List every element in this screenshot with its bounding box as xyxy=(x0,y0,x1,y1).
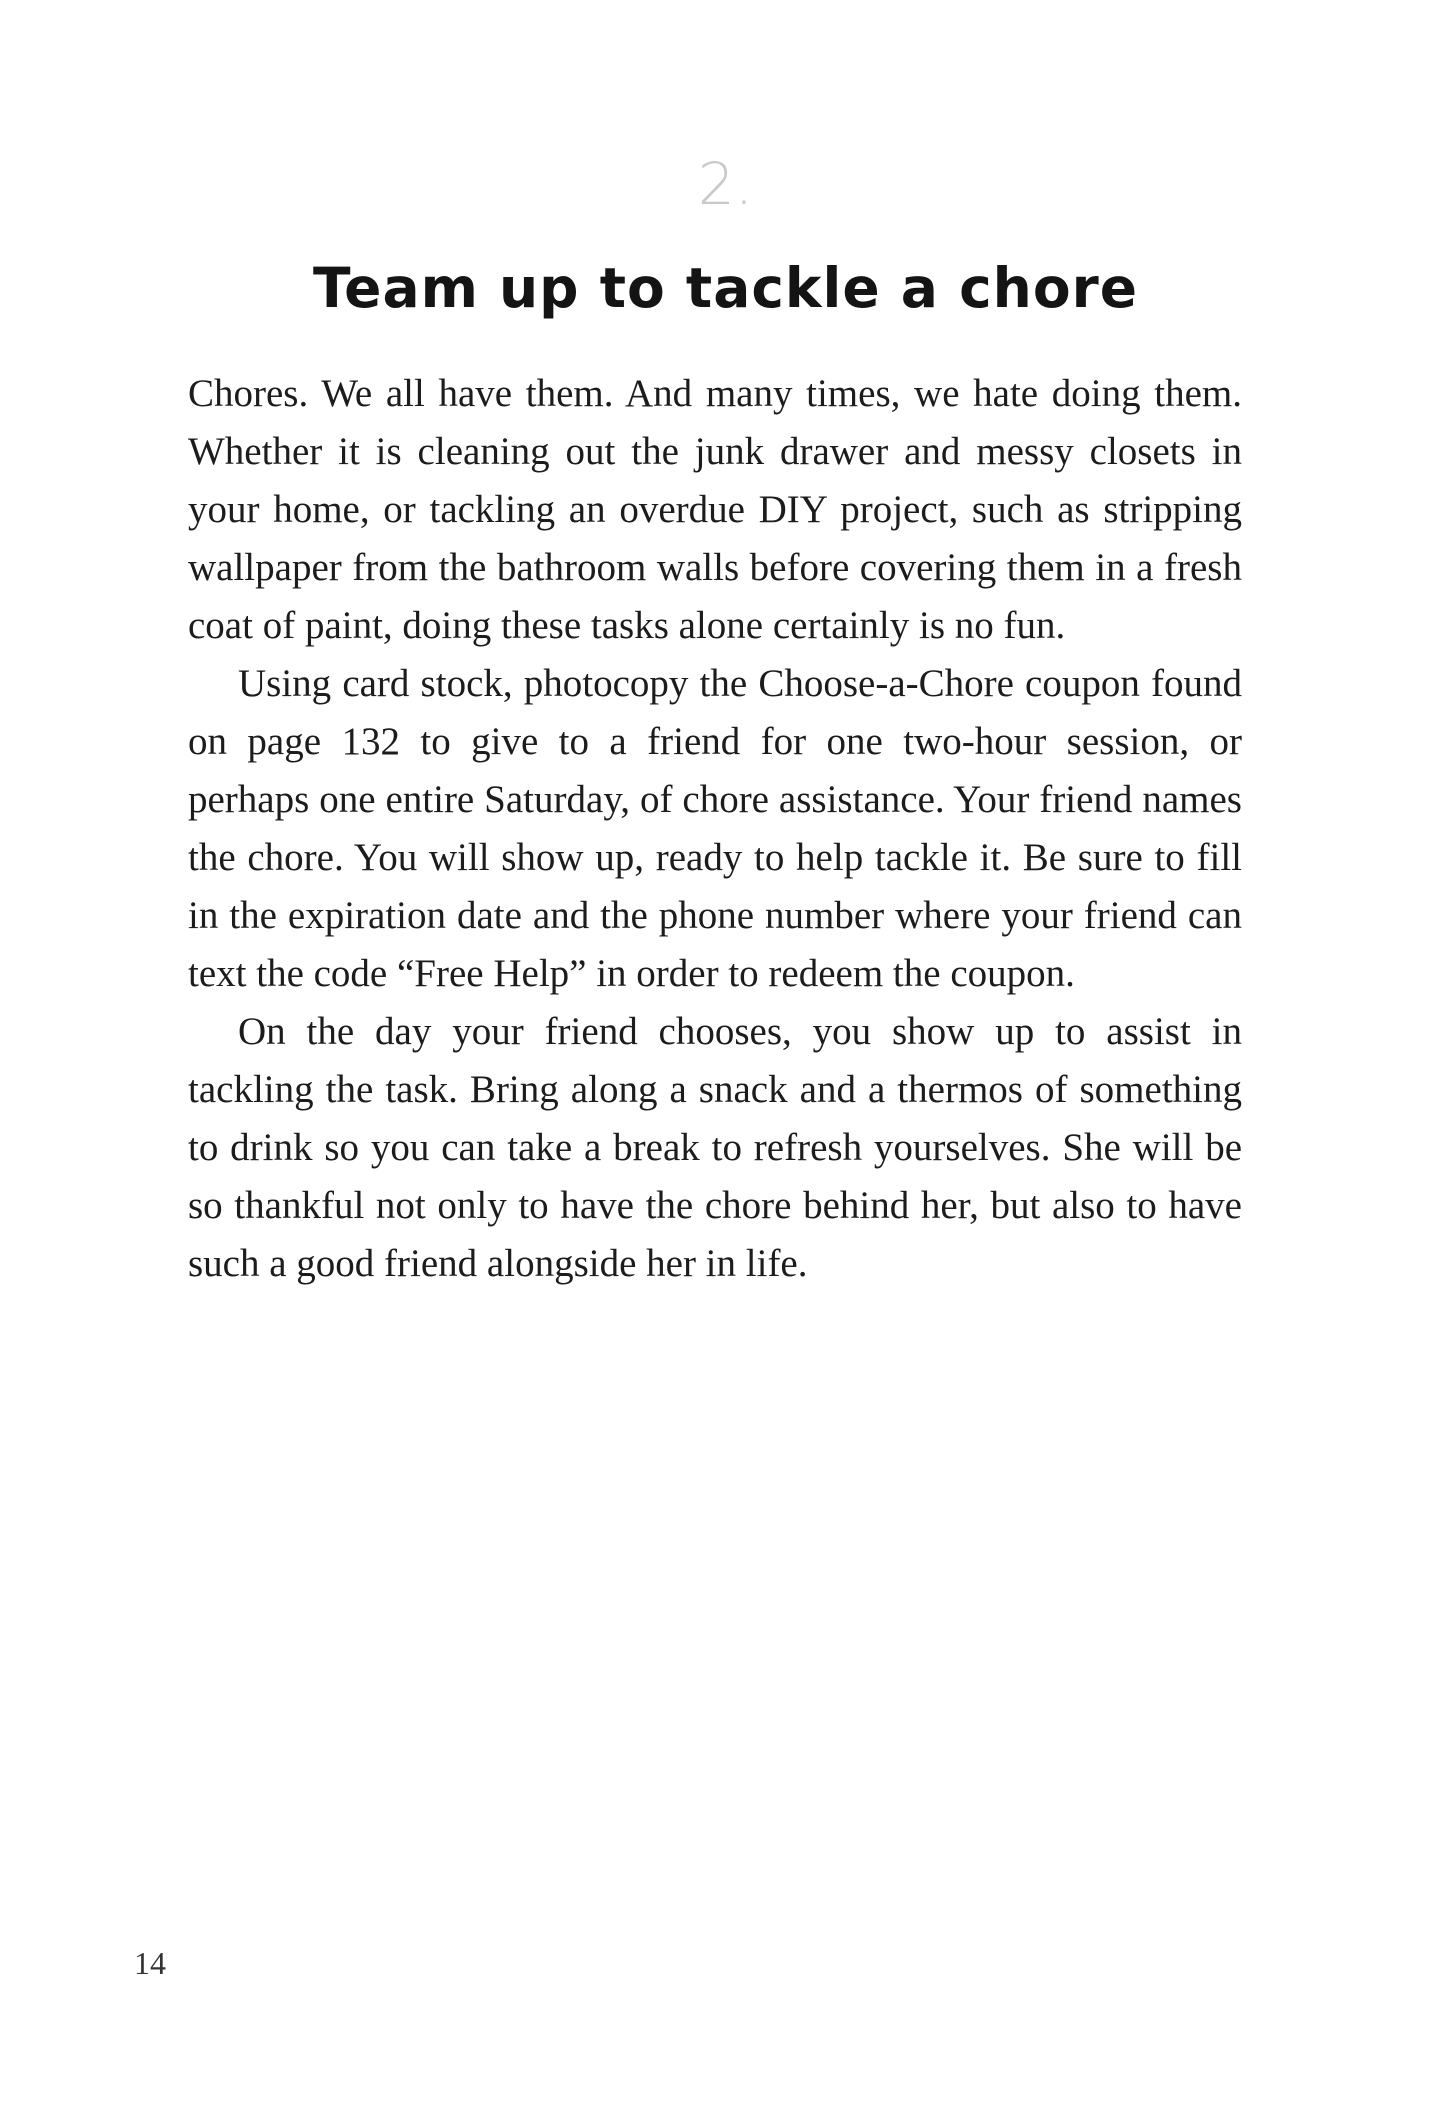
chapter-number: 2. xyxy=(697,150,754,218)
chapter-title: Team up to tackle a chore xyxy=(312,256,1139,320)
page-number: 14 xyxy=(134,1945,166,1981)
paragraph: On the day your friend chooses, you show up to assist in tackling the task. Bring along a snack and a thermos of something to drink so you can take a break to refresh yourselves. She will be so thankful not only to have the chore behind her, but also to have such a good friend alongside her in life. xyxy=(188,1010,1242,1285)
paragraph: Chores. We all have them. And many times, we hate doing them. Whether it is cleaning out the junk drawer and messy closets in your home, or tackling an overdue DIY project, such as stripping wallpaper from the bathroom walls before covering them in a fresh coat of paint, doing these tasks alone certainly is no fun. xyxy=(188,372,1242,647)
paragraph: Using card stock, photocopy the Choose-a-Chore coupon found on page 132 to give to a friend for one two-hour session, or perhaps one entire Saturday, of chore assistance. Your friend names the chore. You will show up, ready to help tackle it. Be sure to fill in the expiration date and the phone number where your friend can text the code “Free Help” in order to redeem the coupon. xyxy=(188,662,1242,995)
body-text xyxy=(188,365,1242,1293)
